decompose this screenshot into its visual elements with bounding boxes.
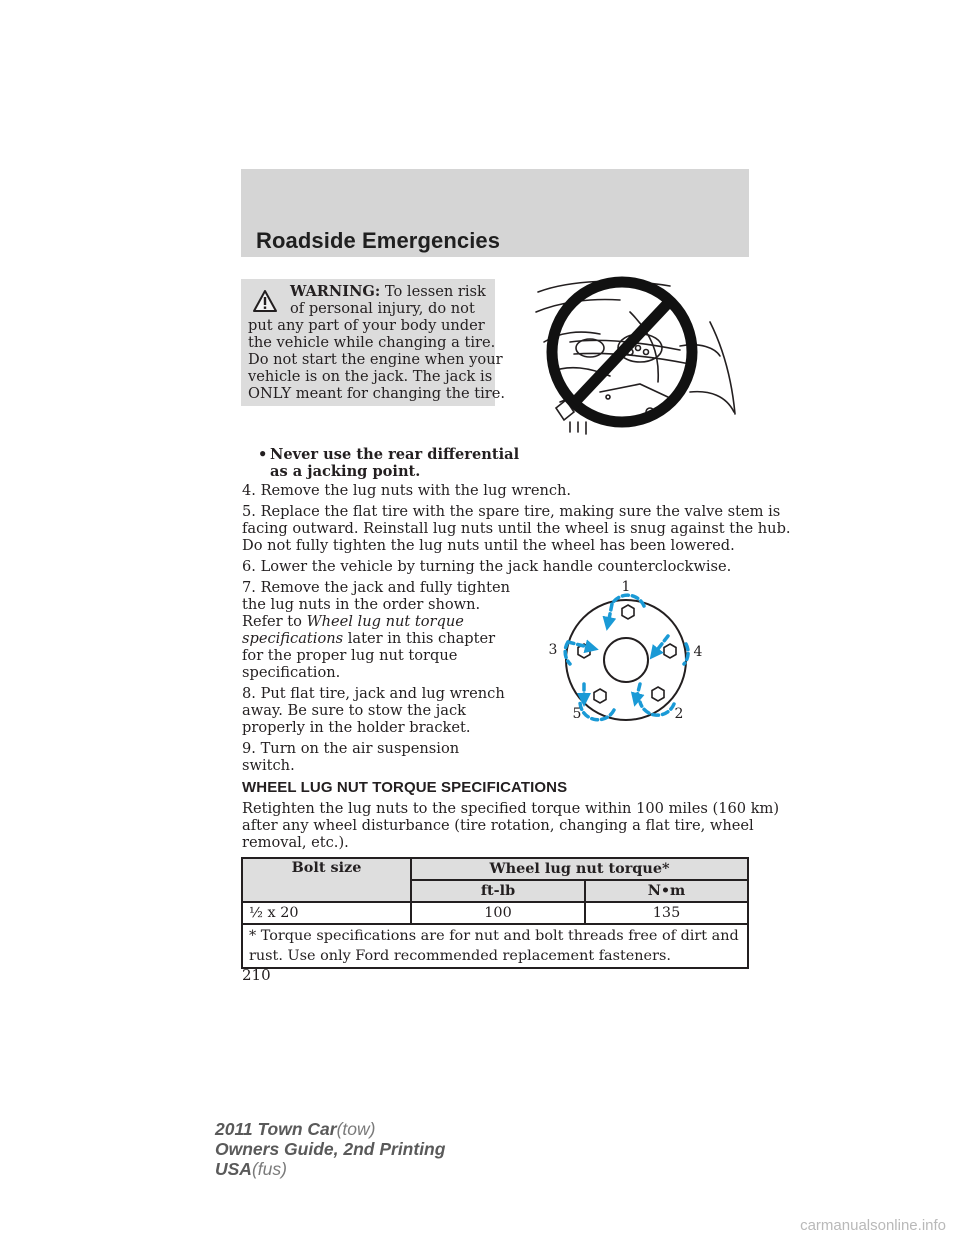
warning-triangle-icon bbox=[252, 289, 278, 313]
footer-model-code: (tow) bbox=[336, 1119, 376, 1139]
table-cell-nm: 135 bbox=[585, 902, 748, 924]
step-8-line-1: 8. Put flat tire, jack and lug wrench bbox=[242, 685, 505, 702]
step-8-line-3: properly in the holder bracket. bbox=[242, 719, 471, 736]
watermark-text: carmanualsonline.info bbox=[800, 1217, 946, 1234]
torque-intro-line-2: after any wheel disturbance (tire rotation, changing a flat tire, wheel bbox=[242, 817, 754, 834]
sequence-label-5: 5 bbox=[572, 706, 582, 722]
footer-line-2 bbox=[215, 1140, 445, 1158]
lug-nut-1 bbox=[622, 605, 634, 619]
table-footnote-line-1: * Torque specifications are for nut and bolt threads free of dirt and bbox=[249, 928, 739, 944]
step-7-reference-italic-2: specifications bbox=[242, 630, 344, 647]
warning-line-5: Do not start the engine when your bbox=[248, 351, 503, 368]
footer-model: 2011 Town Car bbox=[215, 1119, 337, 1139]
warning-label: WARNING: bbox=[290, 283, 381, 300]
warning-line-6: vehicle is on the jack. The jack is bbox=[248, 368, 493, 385]
warning-line-1 bbox=[290, 283, 486, 300]
bullet-mark: • bbox=[258, 446, 268, 463]
step-7-line-4 bbox=[242, 630, 495, 647]
page-number: 210 bbox=[242, 966, 271, 984]
table-footnote-line-2: rust. Use only Ford recommended replacement fasteners. bbox=[249, 948, 671, 964]
table-header-torque: Wheel lug nut torque* bbox=[411, 858, 748, 880]
torque-section-heading: WHEEL LUG NUT TORQUE SPECIFICATIONS bbox=[242, 779, 568, 796]
step-6-text: 6. Lower the vehicle by turning the jack handle counterclockwise. bbox=[242, 558, 732, 575]
bullet-line-2: as a jacking point. bbox=[270, 463, 421, 480]
bullet-line-1: Never use the rear differential bbox=[270, 446, 520, 463]
warning-line-7: ONLY meant for changing the tire. bbox=[248, 385, 506, 402]
footer-line-3 bbox=[215, 1160, 287, 1178]
warning-text-1: To lessen risk bbox=[384, 283, 486, 300]
torque-intro-line-1: Retighten the lug nuts to the specified torque within 100 miles (160 km) bbox=[242, 800, 780, 817]
lug-nut-2 bbox=[652, 687, 664, 701]
table-footnote bbox=[242, 924, 748, 968]
step-7-line-4-rest: later in this chapter bbox=[347, 630, 496, 647]
footer-market-code: (fus) bbox=[251, 1159, 287, 1179]
table-cell-bolt-size: ½ x 20 bbox=[242, 902, 411, 924]
step-5-line-3: Do not fully tighten the lug nuts until the wheel has been lowered. bbox=[242, 537, 735, 554]
step-7-reference-italic-1: Wheel lug nut torque bbox=[306, 613, 464, 630]
torque-intro-line-3: removal, etc.). bbox=[242, 834, 349, 851]
warning-line-3: put any part of your body under bbox=[248, 317, 485, 334]
step-4-text: 4. Remove the lug nuts with the lug wrench. bbox=[242, 482, 572, 499]
step-9-line-2: switch. bbox=[242, 757, 295, 774]
step-7-refer: Refer to bbox=[242, 613, 302, 630]
warning-line-2: of personal injury, do not bbox=[290, 300, 475, 317]
lug-nut-sequence-diagram bbox=[540, 574, 710, 724]
table-header-ftlb: ft-lb bbox=[411, 880, 585, 902]
table-header-bolt-size: Bolt size bbox=[242, 858, 411, 902]
torque-specifications-table bbox=[241, 857, 749, 969]
step-7-line-6: specification. bbox=[242, 664, 341, 681]
footer-printing: Owners Guide, 2nd Printing bbox=[215, 1139, 446, 1159]
sequence-label-1: 1 bbox=[621, 579, 631, 595]
table-header-nm: N•m bbox=[585, 880, 748, 902]
step-8-line-2: away. Be sure to stow the jack bbox=[242, 702, 466, 719]
sequence-label-3: 3 bbox=[548, 642, 558, 658]
footer-line-1 bbox=[215, 1120, 375, 1138]
step-7-line-2: the lug nuts in the order shown. bbox=[242, 596, 481, 613]
no-jacking-under-differential-illustration bbox=[530, 272, 742, 440]
footer-market: USA bbox=[215, 1159, 252, 1179]
table-cell-ftlb: 100 bbox=[411, 902, 585, 924]
lug-nut-5 bbox=[594, 689, 606, 703]
step-5-line-2: facing outward. Reinstall lug nuts until the wheel is snug against the hub. bbox=[242, 520, 791, 537]
section-title: Roadside Emergencies bbox=[256, 228, 501, 253]
lug-nut-4 bbox=[664, 644, 676, 658]
sequence-label-2: 2 bbox=[674, 706, 684, 722]
step-7-line-1: 7. Remove the jack and fully tighten bbox=[242, 579, 511, 596]
step-9-line-1: 9. Turn on the air suspension bbox=[242, 740, 460, 757]
warning-line-4: the vehicle while changing a tire. bbox=[248, 334, 496, 351]
sequence-label-4: 4 bbox=[693, 644, 703, 660]
step-7-line-3 bbox=[242, 613, 464, 630]
step-5-line-1: 5. Replace the flat tire with the spare tire, making sure the valve stem is bbox=[242, 503, 781, 520]
step-7-line-5: for the proper lug nut torque bbox=[242, 647, 458, 664]
